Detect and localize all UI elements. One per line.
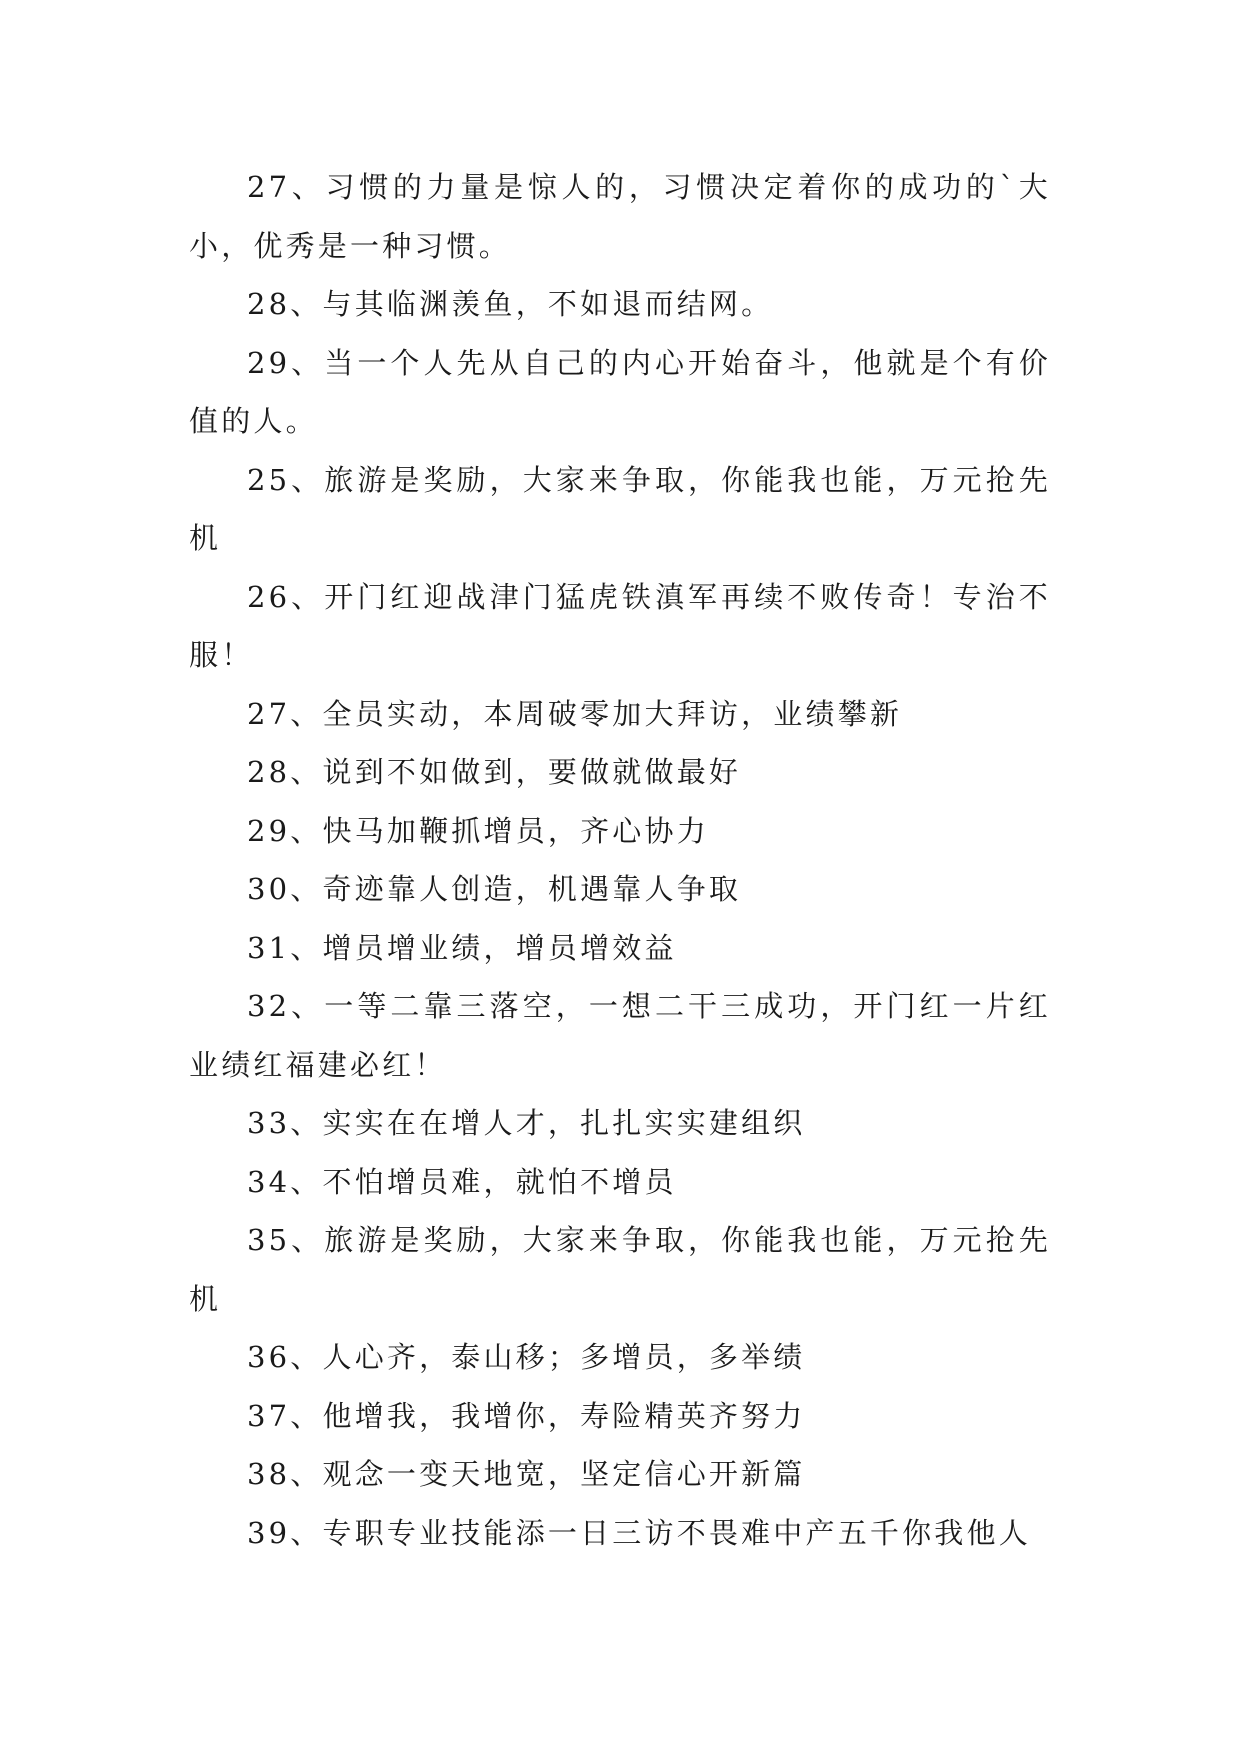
document-body xyxy=(189,158,1051,1562)
paragraph: 25、旅游是奖励，大家来争取，你能我也能，万元抢先机 xyxy=(189,462,1051,555)
paragraph: 31、增员增业绩，增员增效益 xyxy=(247,930,677,965)
paragraph: 35、旅游是奖励，大家来争取，你能我也能，万元抢先机 xyxy=(189,1223,1051,1316)
paragraph: 26、开门红迎战津门猛虎铁滇军再续不败传奇！专治不服！ xyxy=(189,579,1051,672)
paragraph: 36、人心齐，泰山移；多增员，多举绩 xyxy=(247,1340,806,1374)
paragraph: 27、习惯的力量是惊人的，习惯决定着你的成功的`大小，优秀是一种习惯。 xyxy=(189,170,1051,263)
paragraph: 32、一等二靠三落空，一想二干三成功，开门红一片红业绩红福建必红！ xyxy=(189,989,1051,1082)
paragraph: 33、实实在在增人才，扎扎实实建组织 xyxy=(247,1106,806,1140)
paragraph: 29、当一个人先从自己的内心开始奋斗，他就是个有价值的人。 xyxy=(189,345,1051,438)
paragraph: 38、观念一变天地宽，坚定信心开新篇 xyxy=(247,1457,806,1491)
paragraph: 30、奇迹靠人创造，机遇靠人争取 xyxy=(247,872,742,906)
paragraph: 28、说到不如做到，要做就做最好 xyxy=(247,755,742,789)
paragraph: 27、全员实动，本周破零加大拜访，业绩攀新 xyxy=(247,696,903,731)
paragraph: 29、快马加鞭抓增员，齐心协力 xyxy=(247,813,709,848)
paragraph: 37、他增我，我增你，寿险精英齐努力 xyxy=(247,1398,806,1433)
paragraph: 34、不怕增员难，就怕不增员 xyxy=(247,1164,677,1199)
paragraph: 39、专职专业技能添一日三访不畏难中产五千你我他人 xyxy=(247,1515,1031,1550)
paragraph: 28、与其临渊羡鱼，不如退而结网。 xyxy=(247,287,774,321)
